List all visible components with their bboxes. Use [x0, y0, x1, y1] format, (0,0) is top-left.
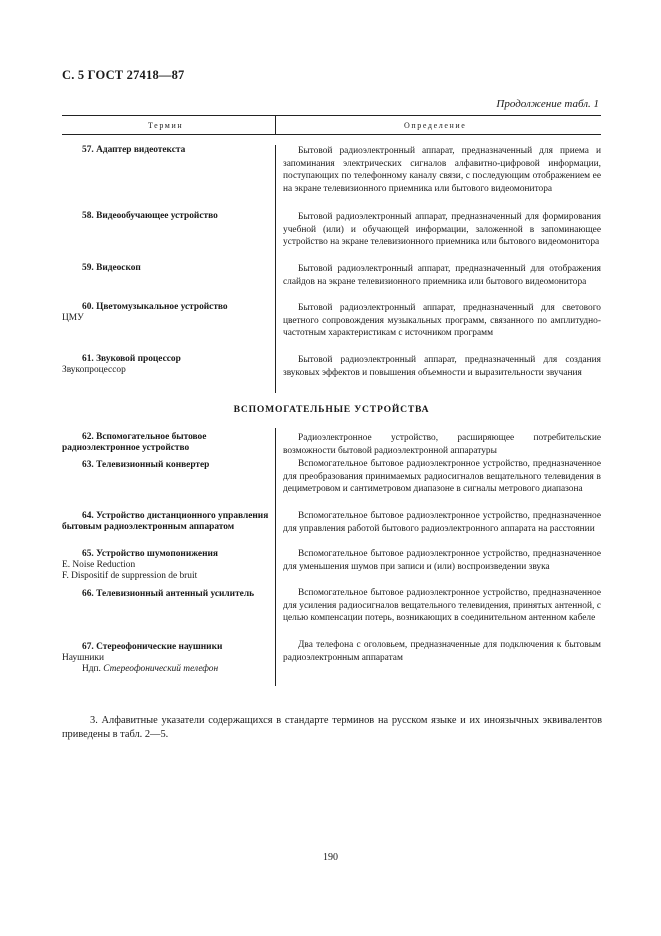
term-name: 60. Цветомузыкальное устройство	[82, 302, 228, 312]
table-row-term	[62, 460, 274, 471]
page-header: С. 5 ГОСТ 27418—87	[62, 68, 185, 82]
table-row-definition: Бытовой радиоэлектронный аппарат, предназначенный для отображения слайдов на экране телевизионного приемника или бытового видеомонитора	[283, 264, 601, 287]
term-name: 64. Устройство дистанционного управления бытовым радиоэлектронным аппаратом	[62, 511, 269, 533]
table-row-definition: Вспомогательное бытовое радиоэлектронное устройство, предназначенное для уменьшения шумов при записи и (или) воспроизведении звука	[283, 549, 601, 572]
term-name: 67. Стереофонические наушники	[82, 642, 223, 652]
column-divider-lower	[275, 428, 276, 686]
table-row-definition: Бытовой радиоэлектронный аппарат, предназначенный для приема и запоминания электрических сигналов алфавитно-цифровой информации, поступающих по телефонному каналу связи, с последующим отображением ее на экране телевизионного приемника или бытового видеомонитора	[283, 146, 601, 195]
column-header-definition: Определение	[404, 121, 467, 130]
section-title: ВСПОМОГАТЕЛЬНЫЕ УСТРОЙСТВА	[233, 404, 430, 415]
table-row-definition: Бытовой радиоэлектронный аппарат, предназначенный для создания звуковых эффектов и повышения объемности и выразительности звучания	[283, 355, 601, 378]
term-french: F. Dispositif de suppression de bruit	[62, 571, 198, 582]
column-header-term: Термин	[148, 121, 184, 130]
term-name: 65. Устройство шумопонижения	[82, 549, 218, 559]
page-number: 190	[323, 852, 338, 863]
table-row-term	[62, 642, 274, 676]
table-top-rule	[62, 115, 601, 116]
table-row-term	[62, 145, 274, 156]
term-synonym: Звукопроцессор	[62, 365, 126, 376]
table-row-term	[62, 511, 274, 533]
term-not-allowed	[82, 664, 274, 675]
table-row-term	[62, 589, 274, 600]
table-continuation-label: Продолжение табл. 1	[496, 98, 599, 110]
term-name: 57. Адаптер видеотекста	[82, 145, 186, 155]
table-row-definition: Два телефона с оголовьем, предназначенные для подключения к бытовым радиоэлектронным аппаратам	[283, 640, 601, 663]
table-row-term	[62, 354, 274, 376]
table-row-definition: Вспомогательное бытовое радиоэлектронное устройство, предназначенное для управления работой бытового радиоэлектронного аппарата на расстоянии	[283, 511, 601, 534]
ndp-prefix: Ндп.	[82, 664, 101, 675]
ndp-term: Стереофонический телефон	[103, 664, 219, 675]
header-column-divider	[275, 115, 276, 134]
table-row-term	[62, 302, 274, 324]
table-row-definition: Бытовой радиоэлектронный аппарат, предназначенный для формирования учебной (или) и обучающей информации, заложенной в запоминающее устройство на экране телевизионного приемника или бытового видеомонитора	[283, 212, 601, 248]
term-name: 66. Телевизионный антенный усилитель	[82, 589, 255, 599]
term-name: 62. Вспомогательное бытовое радиоэлектронное устройство	[62, 432, 207, 454]
term-synonym: Наушники	[62, 653, 104, 664]
term-name: 61. Звуковой процессор	[82, 354, 181, 364]
table-row-definition: Бытовой радиоэлектронный аппарат, предназначенный для светового цветного сопровождения музыкальных программ, связанного по амплитудно-частотным характеристикам с источником программ	[283, 303, 601, 339]
footnote-paragraph: 3. Алфавитные указатели содержащихся в стандарте терминов на русском языке и их иноязычных эквивалентов приведены в табл. 2—5.	[62, 715, 602, 740]
table-row-term	[62, 432, 274, 454]
term-name: 59. Видеоскоп	[82, 263, 141, 273]
table-row-term	[62, 263, 274, 274]
table-header-rule	[62, 134, 601, 135]
term-name: 63. Телевизионный конвертер	[82, 460, 210, 470]
term-name: 58. Видеообучающее устройство	[82, 211, 218, 221]
table-row-definition: Вспомогательное бытовое радиоэлектронное устройство, предназначенное для усиления радиосигналов вещательного телевидения, принятых антенной, с целью компенсации потерь, возникающих в соединительном антенном кабеле	[283, 588, 601, 624]
table-row-term	[62, 211, 274, 222]
term-synonym: ЦМУ	[62, 313, 84, 324]
table-row-definition: Радиоэлектронное устройство, расширяющее потребительские возможности бытовой радиоэлектронной аппаратуры	[283, 433, 601, 456]
table-row-definition: Вспомогательное бытовое радиоэлектронное устройство, предназначенное для преобразования принимаемых радиосигналов вещательного телевидения в дециметровом и сантиметровом диапазоне в сигналы метрового диапазона	[283, 459, 601, 495]
term-english: E. Noise Reduction	[62, 560, 136, 571]
column-divider-upper	[275, 145, 276, 393]
table-row-term	[62, 549, 274, 583]
